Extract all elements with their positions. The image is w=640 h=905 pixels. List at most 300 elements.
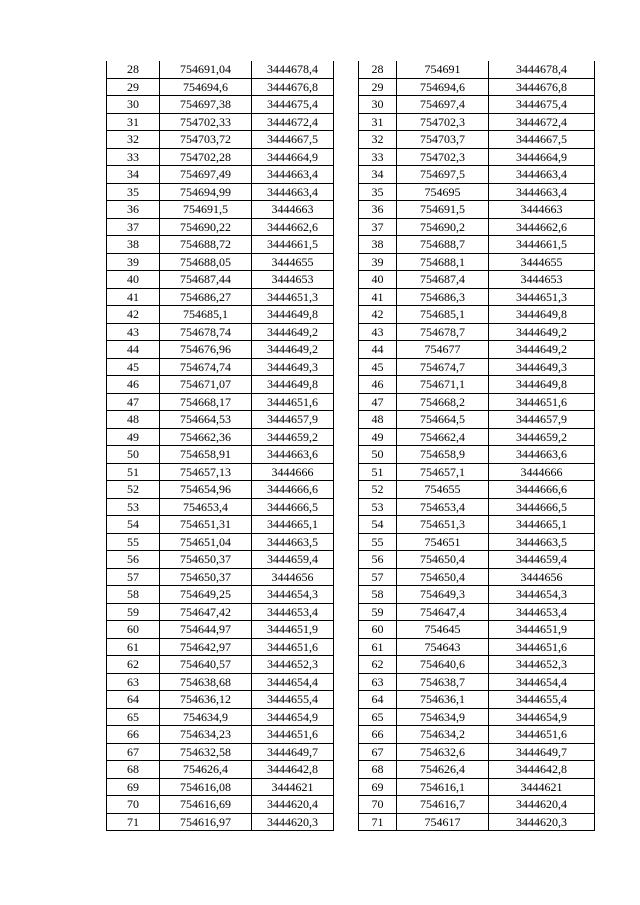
x-coordinate-cell: 754687,4 (397, 271, 489, 289)
y-coordinate-cell: 3444663 (489, 201, 595, 219)
point-number-cell: 67 (359, 743, 397, 761)
x-coordinate-cell: 754691 (397, 61, 489, 78)
y-coordinate-cell: 3444621 (489, 778, 595, 796)
coordinates-table-right-body (359, 61, 595, 831)
point-number-cell: 68 (107, 761, 160, 779)
point-number-cell: 46 (107, 376, 160, 394)
y-coordinate-cell: 3444654,9 (252, 708, 334, 726)
point-number-cell: 50 (359, 446, 397, 464)
x-coordinate-cell: 754616,69 (160, 796, 252, 814)
point-number-cell: 32 (359, 131, 397, 149)
table-row (107, 166, 334, 184)
y-coordinate-cell: 3444620,3 (252, 813, 334, 831)
point-number-cell: 54 (359, 516, 397, 534)
table-row (107, 61, 334, 78)
table-row (359, 621, 595, 639)
point-number-cell: 48 (359, 411, 397, 429)
y-coordinate-cell: 3444666,6 (252, 481, 334, 499)
x-coordinate-cell: 754664,5 (397, 411, 489, 429)
y-coordinate-cell: 3444675,4 (252, 96, 334, 114)
x-coordinate-cell: 754688,05 (160, 253, 252, 271)
x-coordinate-cell: 754658,91 (160, 446, 252, 464)
table-row (359, 428, 595, 446)
point-number-cell: 62 (107, 656, 160, 674)
x-coordinate-cell: 754634,9 (397, 708, 489, 726)
x-coordinate-cell: 754616,7 (397, 796, 489, 814)
y-coordinate-cell: 3444655 (489, 253, 595, 271)
y-coordinate-cell: 3444651,6 (252, 393, 334, 411)
table-row (359, 288, 595, 306)
table-row (107, 796, 334, 814)
point-number-cell: 33 (107, 148, 160, 166)
table-row (107, 218, 334, 236)
point-number-cell: 50 (107, 446, 160, 464)
table-row (359, 533, 595, 551)
point-number-cell: 65 (107, 708, 160, 726)
y-coordinate-cell: 3444654,3 (489, 586, 595, 604)
table-row (359, 796, 595, 814)
table-row (107, 761, 334, 779)
point-number-cell: 66 (107, 726, 160, 744)
x-coordinate-cell: 754678,7 (397, 323, 489, 341)
point-number-cell: 64 (359, 691, 397, 709)
x-coordinate-cell: 754702,33 (160, 113, 252, 131)
x-coordinate-cell: 754644,97 (160, 621, 252, 639)
y-coordinate-cell: 3444651,6 (252, 638, 334, 656)
x-coordinate-cell: 754691,04 (160, 61, 252, 78)
table-row (359, 411, 595, 429)
x-coordinate-cell: 754662,4 (397, 428, 489, 446)
table-row (359, 481, 595, 499)
y-coordinate-cell: 3444667,5 (489, 131, 595, 149)
point-number-cell: 48 (107, 411, 160, 429)
point-number-cell: 71 (359, 813, 397, 831)
table-row (359, 306, 595, 324)
point-number-cell: 43 (359, 323, 397, 341)
table-row (107, 463, 334, 481)
x-coordinate-cell: 754657,13 (160, 463, 252, 481)
y-coordinate-cell: 3444655,4 (252, 691, 334, 709)
y-coordinate-cell: 3444651,3 (489, 288, 595, 306)
y-coordinate-cell: 3444649,7 (489, 743, 595, 761)
table-row (107, 253, 334, 271)
x-coordinate-cell: 754668,2 (397, 393, 489, 411)
x-coordinate-cell: 754651 (397, 533, 489, 551)
point-number-cell: 58 (359, 586, 397, 604)
x-coordinate-cell: 754690,2 (397, 218, 489, 236)
y-coordinate-cell: 3444664,9 (252, 148, 334, 166)
y-coordinate-cell: 3444664,9 (489, 148, 595, 166)
table-row (107, 708, 334, 726)
table-row (107, 323, 334, 341)
y-coordinate-cell: 3444666 (489, 463, 595, 481)
x-coordinate-cell: 754702,3 (397, 113, 489, 131)
y-coordinate-cell: 3444642,8 (489, 761, 595, 779)
point-number-cell: 33 (359, 148, 397, 166)
table-row (107, 201, 334, 219)
point-number-cell: 28 (107, 61, 160, 78)
x-coordinate-cell: 754686,3 (397, 288, 489, 306)
table-row (359, 498, 595, 516)
y-coordinate-cell: 3444653,4 (252, 603, 334, 621)
x-coordinate-cell: 754654,96 (160, 481, 252, 499)
point-number-cell: 39 (107, 253, 160, 271)
x-coordinate-cell: 754697,4 (397, 96, 489, 114)
y-coordinate-cell: 3444649,2 (252, 323, 334, 341)
table-row (107, 131, 334, 149)
x-coordinate-cell: 754688,72 (160, 236, 252, 254)
coordinates-table-left (106, 61, 334, 831)
y-coordinate-cell: 3444657,9 (252, 411, 334, 429)
y-coordinate-cell: 3444654,4 (489, 673, 595, 691)
y-coordinate-cell: 3444675,4 (489, 96, 595, 114)
x-coordinate-cell: 754649,25 (160, 586, 252, 604)
point-number-cell: 31 (359, 113, 397, 131)
table-row (359, 691, 595, 709)
y-coordinate-cell: 3444661,5 (252, 236, 334, 254)
point-number-cell: 70 (107, 796, 160, 814)
point-number-cell: 62 (359, 656, 397, 674)
y-coordinate-cell: 3444651,6 (252, 726, 334, 744)
point-number-cell: 44 (359, 341, 397, 359)
point-number-cell: 64 (107, 691, 160, 709)
x-coordinate-cell: 754694,99 (160, 183, 252, 201)
point-number-cell: 39 (359, 253, 397, 271)
point-number-cell: 29 (107, 78, 160, 96)
table-row (359, 638, 595, 656)
point-number-cell: 38 (359, 236, 397, 254)
y-coordinate-cell: 3444651,9 (252, 621, 334, 639)
x-coordinate-cell: 754686,27 (160, 288, 252, 306)
x-coordinate-cell: 754653,4 (397, 498, 489, 516)
table-row (359, 673, 595, 691)
table-row (107, 726, 334, 744)
x-coordinate-cell: 754650,4 (397, 568, 489, 586)
table-row (359, 148, 595, 166)
x-coordinate-cell: 754638,7 (397, 673, 489, 691)
y-coordinate-cell: 3444655 (252, 253, 334, 271)
y-coordinate-cell: 3444659,2 (252, 428, 334, 446)
y-coordinate-cell: 3444651,3 (252, 288, 334, 306)
y-coordinate-cell: 3444621 (252, 778, 334, 796)
x-coordinate-cell: 754664,53 (160, 411, 252, 429)
x-coordinate-cell: 754703,72 (160, 131, 252, 149)
point-number-cell: 46 (359, 376, 397, 394)
point-number-cell: 45 (359, 358, 397, 376)
table-row (107, 568, 334, 586)
table-row (359, 358, 595, 376)
table-row (107, 498, 334, 516)
y-coordinate-cell: 3444665,1 (489, 516, 595, 534)
point-number-cell: 40 (359, 271, 397, 289)
x-coordinate-cell: 754647,42 (160, 603, 252, 621)
point-number-cell: 53 (359, 498, 397, 516)
y-coordinate-cell: 3444676,8 (252, 78, 334, 96)
point-number-cell: 66 (359, 726, 397, 744)
x-coordinate-cell: 754638,68 (160, 673, 252, 691)
x-coordinate-cell: 754668,17 (160, 393, 252, 411)
y-coordinate-cell: 3444649,3 (489, 358, 595, 376)
x-coordinate-cell: 754691,5 (397, 201, 489, 219)
table-row (359, 813, 595, 831)
point-number-cell: 70 (359, 796, 397, 814)
x-coordinate-cell: 754694,6 (160, 78, 252, 96)
point-number-cell: 67 (107, 743, 160, 761)
coordinates-table-right (358, 61, 595, 831)
point-number-cell: 52 (359, 481, 397, 499)
table-row (359, 218, 595, 236)
x-coordinate-cell: 754634,9 (160, 708, 252, 726)
point-number-cell: 42 (107, 306, 160, 324)
x-coordinate-cell: 754626,4 (160, 761, 252, 779)
point-number-cell: 69 (107, 778, 160, 796)
table-row (107, 813, 334, 831)
y-coordinate-cell: 3444659,4 (489, 551, 595, 569)
x-coordinate-cell: 754691,5 (160, 201, 252, 219)
y-coordinate-cell: 3444663,5 (489, 533, 595, 551)
table-row (107, 393, 334, 411)
y-coordinate-cell: 3444656 (252, 568, 334, 586)
table-row (359, 271, 595, 289)
y-coordinate-cell: 3444653 (252, 271, 334, 289)
table-row (359, 656, 595, 674)
x-coordinate-cell: 754616,08 (160, 778, 252, 796)
table-row (359, 463, 595, 481)
y-coordinate-cell: 3444653 (489, 271, 595, 289)
x-coordinate-cell: 754676,96 (160, 341, 252, 359)
table-row (107, 341, 334, 359)
y-coordinate-cell: 3444649,8 (489, 376, 595, 394)
x-coordinate-cell: 754634,23 (160, 726, 252, 744)
y-coordinate-cell: 3444662,6 (252, 218, 334, 236)
table-row (359, 376, 595, 394)
point-number-cell: 34 (107, 166, 160, 184)
point-number-cell: 69 (359, 778, 397, 796)
point-number-cell: 59 (107, 603, 160, 621)
table-row (359, 393, 595, 411)
table-row (107, 743, 334, 761)
x-coordinate-cell: 754616,1 (397, 778, 489, 796)
x-coordinate-cell: 754647,4 (397, 603, 489, 621)
x-coordinate-cell: 754632,6 (397, 743, 489, 761)
point-number-cell: 28 (359, 61, 397, 78)
point-number-cell: 54 (107, 516, 160, 534)
y-coordinate-cell: 3444663,6 (489, 446, 595, 464)
y-coordinate-cell: 3444654,9 (489, 708, 595, 726)
y-coordinate-cell: 3444672,4 (489, 113, 595, 131)
table-row (359, 603, 595, 621)
y-coordinate-cell: 3444662,6 (489, 218, 595, 236)
point-number-cell: 59 (359, 603, 397, 621)
y-coordinate-cell: 3444620,4 (252, 796, 334, 814)
y-coordinate-cell: 3444678,4 (489, 61, 595, 78)
x-coordinate-cell: 754688,1 (397, 253, 489, 271)
x-coordinate-cell: 754626,4 (397, 761, 489, 779)
y-coordinate-cell: 3444666 (252, 463, 334, 481)
x-coordinate-cell: 754697,49 (160, 166, 252, 184)
y-coordinate-cell: 3444663 (252, 201, 334, 219)
y-coordinate-cell: 3444656 (489, 568, 595, 586)
point-number-cell: 30 (107, 96, 160, 114)
x-coordinate-cell: 754697,5 (397, 166, 489, 184)
table-row (107, 778, 334, 796)
point-number-cell: 44 (107, 341, 160, 359)
x-coordinate-cell: 754688,7 (397, 236, 489, 254)
point-number-cell: 29 (359, 78, 397, 96)
table-row (359, 166, 595, 184)
x-coordinate-cell: 754662,36 (160, 428, 252, 446)
y-coordinate-cell: 3444666,5 (489, 498, 595, 516)
point-number-cell: 52 (107, 481, 160, 499)
table-row (359, 761, 595, 779)
point-number-cell: 41 (107, 288, 160, 306)
point-number-cell: 41 (359, 288, 397, 306)
point-number-cell: 30 (359, 96, 397, 114)
y-coordinate-cell: 3444663,4 (252, 166, 334, 184)
y-coordinate-cell: 3444649,8 (489, 306, 595, 324)
point-number-cell: 37 (107, 218, 160, 236)
table-row (359, 516, 595, 534)
point-number-cell: 38 (107, 236, 160, 254)
y-coordinate-cell: 3444663,4 (489, 183, 595, 201)
point-number-cell: 60 (107, 621, 160, 639)
point-number-cell: 35 (107, 183, 160, 201)
table-row (359, 551, 595, 569)
x-coordinate-cell: 754694,6 (397, 78, 489, 96)
table-row (107, 428, 334, 446)
table-row (359, 183, 595, 201)
table-row (107, 586, 334, 604)
y-coordinate-cell: 3444663,6 (252, 446, 334, 464)
point-number-cell: 55 (107, 533, 160, 551)
table-row (107, 358, 334, 376)
point-number-cell: 49 (359, 428, 397, 446)
y-coordinate-cell: 3444659,2 (489, 428, 595, 446)
point-number-cell: 51 (107, 463, 160, 481)
table-row (359, 323, 595, 341)
x-coordinate-cell: 754653,4 (160, 498, 252, 516)
x-coordinate-cell: 754640,57 (160, 656, 252, 674)
y-coordinate-cell: 3444649,2 (489, 323, 595, 341)
y-coordinate-cell: 3444657,9 (489, 411, 595, 429)
table-row (359, 726, 595, 744)
y-coordinate-cell: 3444651,6 (489, 393, 595, 411)
point-number-cell: 57 (359, 568, 397, 586)
point-number-cell: 45 (107, 358, 160, 376)
point-number-cell: 34 (359, 166, 397, 184)
point-number-cell: 42 (359, 306, 397, 324)
y-coordinate-cell: 3444666,6 (489, 481, 595, 499)
y-coordinate-cell: 3444661,5 (489, 236, 595, 254)
y-coordinate-cell: 3444649,3 (252, 358, 334, 376)
point-number-cell: 57 (107, 568, 160, 586)
y-coordinate-cell: 3444654,3 (252, 586, 334, 604)
y-coordinate-cell: 3444652,3 (252, 656, 334, 674)
point-number-cell: 36 (359, 201, 397, 219)
point-number-cell: 68 (359, 761, 397, 779)
x-coordinate-cell: 754643 (397, 638, 489, 656)
point-number-cell: 32 (107, 131, 160, 149)
point-number-cell: 71 (107, 813, 160, 831)
x-coordinate-cell: 754685,1 (397, 306, 489, 324)
y-coordinate-cell: 3444651,6 (489, 726, 595, 744)
point-number-cell: 35 (359, 183, 397, 201)
point-number-cell: 56 (107, 551, 160, 569)
y-coordinate-cell: 3444649,2 (489, 341, 595, 359)
x-coordinate-cell: 754636,1 (397, 691, 489, 709)
y-coordinate-cell: 3444655,4 (489, 691, 595, 709)
x-coordinate-cell: 754677 (397, 341, 489, 359)
point-number-cell: 40 (107, 271, 160, 289)
table-row (107, 148, 334, 166)
point-number-cell: 63 (107, 673, 160, 691)
table-row (107, 691, 334, 709)
x-coordinate-cell: 754634,2 (397, 726, 489, 744)
y-coordinate-cell: 3444678,4 (252, 61, 334, 78)
table-row (107, 113, 334, 131)
table-row (107, 656, 334, 674)
y-coordinate-cell: 3444649,2 (252, 341, 334, 359)
table-row (107, 603, 334, 621)
table-row (359, 586, 595, 604)
x-coordinate-cell: 754650,4 (397, 551, 489, 569)
table-row (107, 306, 334, 324)
x-coordinate-cell: 754657,1 (397, 463, 489, 481)
x-coordinate-cell: 754685,1 (160, 306, 252, 324)
y-coordinate-cell: 3444663,4 (489, 166, 595, 184)
y-coordinate-cell: 3444667,5 (252, 131, 334, 149)
y-coordinate-cell: 3444676,8 (489, 78, 595, 96)
table-row (359, 568, 595, 586)
x-coordinate-cell: 754671,07 (160, 376, 252, 394)
table-row (359, 778, 595, 796)
table-row (359, 201, 595, 219)
table-row (359, 113, 595, 131)
point-number-cell: 58 (107, 586, 160, 604)
x-coordinate-cell: 754617 (397, 813, 489, 831)
point-number-cell: 36 (107, 201, 160, 219)
x-coordinate-cell: 754702,28 (160, 148, 252, 166)
x-coordinate-cell: 754642,97 (160, 638, 252, 656)
x-coordinate-cell: 754651,31 (160, 516, 252, 534)
table-row (107, 288, 334, 306)
table-row (359, 78, 595, 96)
x-coordinate-cell: 754678,74 (160, 323, 252, 341)
table-row (359, 708, 595, 726)
y-coordinate-cell: 3444653,4 (489, 603, 595, 621)
x-coordinate-cell: 754702,3 (397, 148, 489, 166)
table-row (359, 446, 595, 464)
x-coordinate-cell: 754658,9 (397, 446, 489, 464)
x-coordinate-cell: 754671,1 (397, 376, 489, 394)
table-row (359, 341, 595, 359)
x-coordinate-cell: 754651,04 (160, 533, 252, 551)
y-coordinate-cell: 3444649,8 (252, 376, 334, 394)
point-number-cell: 53 (107, 498, 160, 516)
table-row (107, 533, 334, 551)
y-coordinate-cell: 3444649,8 (252, 306, 334, 324)
x-coordinate-cell: 754636,12 (160, 691, 252, 709)
y-coordinate-cell: 3444659,4 (252, 551, 334, 569)
point-number-cell: 61 (359, 638, 397, 656)
table-row (107, 271, 334, 289)
table-row (359, 743, 595, 761)
x-coordinate-cell: 754650,37 (160, 568, 252, 586)
point-number-cell: 55 (359, 533, 397, 551)
y-coordinate-cell: 3444642,8 (252, 761, 334, 779)
x-coordinate-cell: 754640,6 (397, 656, 489, 674)
table-row (107, 78, 334, 96)
